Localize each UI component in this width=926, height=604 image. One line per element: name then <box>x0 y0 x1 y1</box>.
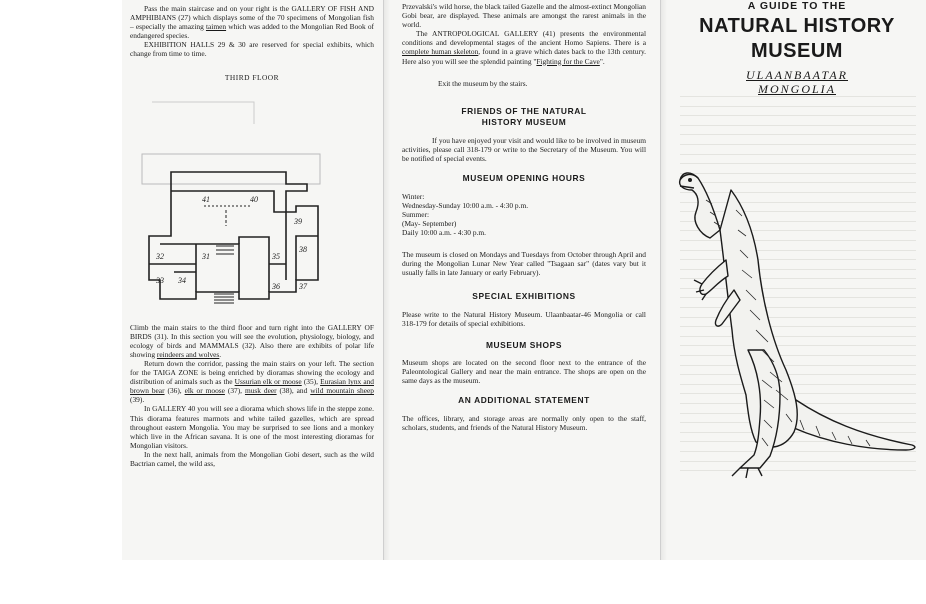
reindeers-link: reindeers and wolves <box>156 349 220 359</box>
gallery-40-paragraph: In GALLERY 40 you will see a diorama which shows life in the steppe zone. This diorama features marmots and white tailed gazelles, which are spread throughout eastern Mongolia. You may be surprised to see lions and a monkey which live in the African savana. It is one of the most interesting dioramas for Mongolian visitors. <box>130 404 374 450</box>
summer-months: (May- September) <box>402 219 457 229</box>
guide-subtitle: A GUIDE TO THE <box>747 0 847 12</box>
friends-text: If you have enjoyed your visit and would like to be involved in museum activities, please call 318-179 or write to the Secretary of the Museum. You will be notified of special events. <box>402 135 646 163</box>
room-37-label: 37 <box>299 281 307 291</box>
room-33-label: 33 <box>156 275 164 285</box>
hours-heading: MUSEUM OPENING HOURS <box>462 173 586 184</box>
title-line2: MUSEUM <box>751 40 843 62</box>
room-39-label: 39 <box>294 216 302 226</box>
winter-hours: Wednesday-Sunday 10:00 a.m. - 4:30 p.m. <box>402 201 529 211</box>
room-36-label: 36 <box>272 281 280 291</box>
painting-link: Fighting for the Cave <box>536 56 600 66</box>
room-40-label: 40 <box>250 194 258 204</box>
taiga-zone-paragraph: Return down the corridor, passing the main stairs on your left. The section for the TAIGA ZONE is being enriched by dioramas showing the ecology and distribution of animals such as the Ussurian elk or moose (35), Eurasian lynx and brown bear (36), elk or moose (37), musk deer (38), and wild mountain sheep (39). <box>130 358 374 405</box>
wild-horse-paragraph: Przevalski's wild horse, the black tailed Gazelle and the almost-extinct Mongolian Gobi bear, are displayed. These animals are amongst the rarest animals in the world. <box>402 2 646 30</box>
room-32-label: 32 <box>156 251 164 261</box>
exit-note: Exit the museum by the stairs. <box>438 78 528 88</box>
floor-title: THIRD FLOOR <box>224 72 280 82</box>
special-exhibitions-heading: SPECIAL EXHIBITIONS <box>472 290 576 301</box>
panel-left <box>122 0 382 560</box>
friends-heading-line2: HISTORY MUSEUM <box>481 116 567 127</box>
musk-deer-link: musk deer <box>244 386 277 396</box>
room-34-label: 34 <box>178 275 186 285</box>
gobi-paragraph: In the next hall, animals from the Mongolian Gobi desert, such as the wild Bactrian camel, the wild ass, <box>130 449 374 468</box>
room-31-label: 31 <box>202 251 210 261</box>
special-exhibitions-text: Please write to the Natural History Museum. Ulaanbaatar-46 Mongolia or call 318-179 for details of special exhibitions. <box>402 309 646 328</box>
dinosaur-illustration <box>676 150 920 480</box>
panel-middle <box>390 0 656 560</box>
elk-link: Ussurian elk or moose <box>234 377 302 387</box>
room-41-label: 41 <box>202 194 210 204</box>
room-38-label: 38 <box>299 244 307 254</box>
anthropological-paragraph: The ANTROPOLOGICAL GALLERY (41) presents the environmental conditions and developmental stages of the ancient Homo Sapiens. There is a complete human skeleton, found in a grave which dates back to the 13th century. Here also you will see the splendid painting "Fighting for the Cave". <box>402 29 647 66</box>
shops-text: Museum shops are located on the second floor next to the entrance of the Paleontological Gallery and near the main entrance. The shops are open on the same days as the museum. <box>402 357 646 386</box>
skeleton-link: complete human skeleton <box>402 47 479 57</box>
summer-label: Summer: <box>402 210 430 220</box>
shops-heading: MUSEUM SHOPS <box>485 339 563 350</box>
fold-shadow-right <box>661 0 667 560</box>
friends-heading-line1: FRIENDS OF THE NATURAL <box>461 105 587 116</box>
taimen-link: taimen <box>205 22 227 32</box>
exhibition-halls-paragraph: EXHIBITION HALLS 29 & 30 are reserved for special exhibits, which change from time to time. <box>130 40 374 59</box>
mountain-sheep-link: wild mountain sheep <box>310 386 374 396</box>
third-floor-plan <box>134 94 324 309</box>
room-35-label: 35 <box>272 251 280 261</box>
statement-heading: AN ADDITIONAL STATEMENT <box>458 395 590 406</box>
fish-gallery-paragraph: Pass the main staircase and on your right is the GALLERY OF FISH AND AMPHIBIANS (27) which displays some of the 70 specimens of Mongolian fish – especially the amazing taimen which was added to the Mongolian Red Book of endangered species. <box>130 4 375 41</box>
summer-hours: Daily 10:00 a.m. - 4:30 p.m. <box>402 228 486 238</box>
winter-label: Winter: <box>402 192 425 202</box>
city-line: ULAANBAATAR <box>746 68 848 82</box>
panel-cover <box>668 0 926 560</box>
opening-hours <box>402 192 646 237</box>
closed-text: The museum is closed on Mondays and Tuesdays from October through April and during the Mongolian Lunar New Year called "Tsagaan sar" (dates vary but it usually falls in late January or early February). <box>402 249 646 277</box>
moose-link: elk or moose <box>184 386 225 396</box>
title-line1: NATURAL HISTORY <box>699 15 895 37</box>
country-line: MONGOLIA <box>758 82 836 96</box>
lynx-bear-link: Eurasian lynx and brown bear <box>130 377 374 396</box>
statement-text: The offices, library, and storage areas are normally only open to the staff, scholars, students, and friends of the Natural History Museum. <box>402 414 646 433</box>
birds-gallery-paragraph: Climb the main stairs to the third floor and turn right into the GALLERY OF BIRDS (31). In this section you will see the evolution, physiology, biology, and ecology of birds and MAMMALS (32). Also there are exhibits of polar life showing reindeers and wolves. <box>130 322 374 359</box>
